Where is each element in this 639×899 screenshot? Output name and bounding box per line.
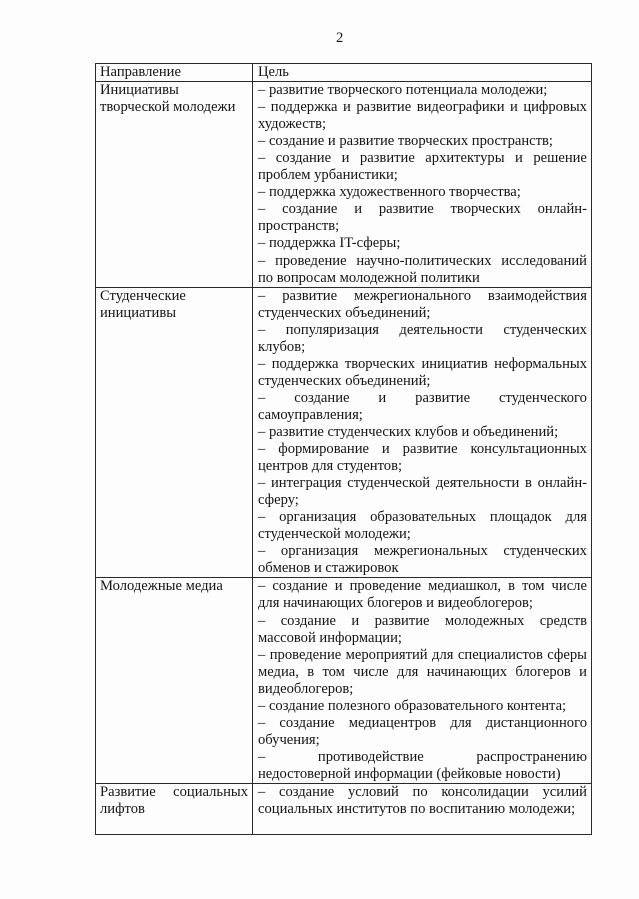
word: – (258, 783, 266, 800)
goal-line: пространств; (258, 218, 340, 235)
word: – (258, 99, 266, 116)
direction-cell (96, 578, 253, 784)
goal-line: – создание полезного образовательного контента; (258, 697, 567, 714)
word: создание (280, 612, 336, 629)
table-row (96, 82, 592, 288)
word: для (450, 714, 472, 731)
goal-item (258, 288, 587, 322)
word: – (258, 321, 266, 338)
table-row (96, 783, 592, 834)
word: создание (275, 150, 332, 167)
goal-line: клубов; (258, 338, 306, 355)
word: дистанционного (485, 714, 587, 731)
word: – (258, 578, 266, 595)
goal-item (258, 424, 587, 441)
goal-line: обменов и стажировок (258, 560, 399, 577)
word: проведение (349, 578, 422, 595)
goal-line: недостоверной информации (фейковые новости) (258, 765, 561, 782)
word: числе (551, 578, 587, 595)
header-goal: Цель (253, 64, 592, 82)
word: неформальных (494, 355, 587, 372)
goals-cell (253, 287, 592, 578)
goal-line (258, 441, 587, 458)
word: Развитие (100, 783, 156, 800)
word: творческих (450, 201, 521, 218)
word: медиашкол, (428, 578, 501, 595)
goal-line: для начинающих блогеров и видеоблогеров; (258, 595, 533, 612)
goal-line (258, 664, 587, 681)
word: развитие (374, 612, 430, 629)
word: межрегиональных (373, 543, 488, 560)
direction-line: творческой молодежи (100, 99, 236, 116)
word: – (258, 714, 266, 731)
word: развитие (402, 441, 458, 458)
word: и (341, 150, 350, 167)
word: том (522, 578, 545, 595)
word: в (525, 475, 532, 492)
word: социальных (173, 783, 248, 800)
goal-line: – поддержка художественного творчества; (258, 184, 521, 201)
word: по (412, 783, 428, 800)
goal-line (258, 578, 587, 595)
word: студенческой (347, 475, 431, 492)
goal-item (258, 82, 587, 99)
goal-line: – создание и развитие творческих пространств; (258, 133, 553, 150)
word: студенческих (503, 543, 587, 560)
goal-item (258, 475, 587, 509)
word: популяризация (285, 321, 379, 338)
goal-line (258, 715, 587, 732)
goal-item (258, 441, 587, 475)
direction-cell (96, 287, 253, 578)
goals-cell (253, 82, 592, 288)
goal-line: социальных институтов по воспитанию молодежи; (258, 801, 576, 818)
goal-line (258, 99, 587, 116)
word: исследований (501, 252, 587, 269)
word: научно-политических (356, 252, 492, 269)
word: проведение (269, 646, 342, 663)
word: и (579, 663, 587, 680)
goal-line: видеоблогеров; (258, 680, 354, 697)
goal-line: массовой информации; (258, 629, 402, 646)
direction-cell (96, 783, 253, 834)
word: – (258, 475, 266, 492)
word: формирование (278, 441, 369, 458)
table-row (96, 287, 592, 578)
word: и (351, 612, 360, 629)
word: – (258, 150, 266, 167)
word: для (432, 646, 454, 663)
word: молодежных (444, 612, 525, 629)
word: – (258, 201, 266, 218)
goal-line: – развитие студенческих клубов и объединений; (258, 423, 559, 440)
word: – (258, 612, 266, 629)
direction-line (100, 288, 248, 305)
word: – (258, 252, 266, 269)
goal-line (258, 613, 587, 630)
table-row (96, 578, 592, 784)
word: числе (353, 663, 389, 680)
word: проведение (275, 252, 347, 269)
word: мероприятий (345, 646, 428, 663)
word: – (258, 355, 266, 372)
direction-line: лифтов (100, 801, 145, 818)
goal-item (258, 235, 587, 252)
word: поддержка (270, 99, 338, 116)
word: развитие (356, 99, 412, 116)
word: специалистов (457, 646, 543, 663)
word: взаимодействия (487, 287, 587, 304)
word: и (510, 99, 518, 116)
goal-line: самоуправления; (258, 406, 363, 423)
direction-cell (96, 82, 253, 288)
word: и (378, 389, 387, 406)
goal-line (258, 356, 587, 373)
word: условий (347, 783, 399, 800)
word: творческих (344, 355, 416, 372)
word: для (565, 509, 587, 526)
word: консультационных (470, 441, 587, 458)
goal-line (258, 150, 587, 167)
word: цифровых (523, 99, 587, 116)
word: организация (280, 543, 359, 560)
goal-line (258, 390, 587, 407)
word: площадок (489, 509, 552, 526)
word: медиацентров (348, 714, 437, 731)
word: распространению (476, 748, 587, 765)
goal-line (258, 253, 587, 270)
goal-line (258, 322, 587, 339)
goal-line: художеств; (258, 116, 327, 133)
goal-item (258, 647, 587, 698)
word: для (396, 663, 419, 680)
table-header (96, 64, 592, 82)
direction-line: инициативы (100, 304, 177, 321)
word: и (354, 201, 363, 218)
goal-item (258, 543, 587, 577)
header-row (96, 64, 592, 82)
goal-item (258, 253, 587, 287)
goal-item (258, 613, 587, 647)
goals-cell (253, 578, 592, 784)
goal-item (258, 184, 587, 201)
goal-line (258, 784, 587, 801)
word: усилий (542, 783, 587, 800)
word: и (515, 150, 523, 167)
word: деятельности (435, 475, 520, 492)
goal-line (258, 509, 587, 526)
goals-cell (253, 783, 592, 834)
goal-line (258, 749, 587, 766)
goal-line: сферу; (258, 492, 299, 509)
goal-item (258, 784, 587, 818)
word: в (508, 578, 515, 595)
direction-line: Молодежные медиа (100, 578, 223, 595)
goal-line: студенческих объединений; (258, 372, 431, 389)
word: – (258, 287, 266, 304)
goal-item (258, 715, 587, 749)
goal-item (258, 356, 587, 390)
word: решение (533, 150, 587, 167)
goal-line (258, 201, 587, 218)
word: и (381, 441, 390, 458)
word: и (334, 578, 343, 595)
word: создание (294, 389, 350, 406)
word: архитектуры (425, 150, 505, 167)
word: блогеров (515, 663, 571, 680)
word: образовательных (370, 509, 477, 526)
word: развитие (378, 201, 434, 218)
goal-item (258, 99, 587, 133)
goal-line: обучения; (258, 731, 320, 748)
word: противодействие (317, 748, 424, 765)
page-number: 2 (336, 30, 344, 46)
goal-line: центров для студентов; (258, 458, 403, 475)
word: медиа, (258, 663, 299, 680)
goal-item (258, 150, 587, 184)
goal-item (258, 749, 587, 783)
goal-item (258, 390, 587, 424)
word: Студенческие (100, 287, 186, 304)
word: развитие (282, 287, 338, 304)
word: – (258, 509, 266, 526)
goal-item (258, 509, 587, 543)
goal-line (258, 475, 587, 492)
word: создание (278, 783, 335, 800)
word: – (258, 389, 266, 406)
header-direction: Направление (96, 64, 253, 82)
word: – (258, 543, 266, 560)
word: и (343, 99, 351, 116)
word: интеграция (270, 475, 342, 492)
word: средств (539, 612, 587, 629)
goal-line: – поддержка IT-сферы; (258, 235, 401, 252)
word: – (258, 748, 266, 765)
goal-item (258, 133, 587, 150)
goal-line: студенческих объединений; (258, 304, 431, 321)
goal-line: по вопросам молодежной политики (258, 269, 480, 286)
goal-item (258, 578, 587, 612)
table-body (96, 82, 592, 835)
goal-item (258, 201, 587, 235)
direction-line (100, 784, 248, 801)
word: деятельности (399, 321, 483, 338)
word: том (322, 663, 345, 680)
word: консолидации (441, 783, 529, 800)
goals-table (95, 63, 592, 835)
word: в (307, 663, 315, 680)
word: создание (279, 714, 335, 731)
word: – (258, 646, 266, 663)
word: развитие (359, 150, 415, 167)
word: студенческого (498, 389, 587, 406)
word: сферы (547, 646, 587, 663)
goal-line (258, 647, 587, 664)
word: создание (272, 578, 328, 595)
direction-line (100, 82, 248, 99)
word: инициатив (421, 355, 488, 372)
word: онлайн- (537, 475, 587, 492)
word: студенческих (503, 321, 587, 338)
goal-line (258, 288, 587, 305)
word: межрегионального (353, 287, 472, 304)
word: – (258, 441, 266, 458)
word: Инициативы (100, 82, 179, 99)
word: видеографики (416, 99, 505, 116)
word: развитие (415, 389, 471, 406)
word: организация (279, 509, 357, 526)
goal-line: проблем урбанистики; (258, 167, 398, 184)
goal-line (258, 543, 587, 560)
word: создание (282, 201, 338, 218)
goal-line: – развитие творческого потенциала молодежи; (258, 82, 548, 99)
word: поддержка (271, 355, 339, 372)
goal-item (258, 322, 587, 356)
goal-line: студенческой молодежи; (258, 526, 411, 543)
goal-item (258, 698, 587, 715)
word: начинающих (426, 663, 508, 680)
word: онлайн- (537, 201, 587, 218)
